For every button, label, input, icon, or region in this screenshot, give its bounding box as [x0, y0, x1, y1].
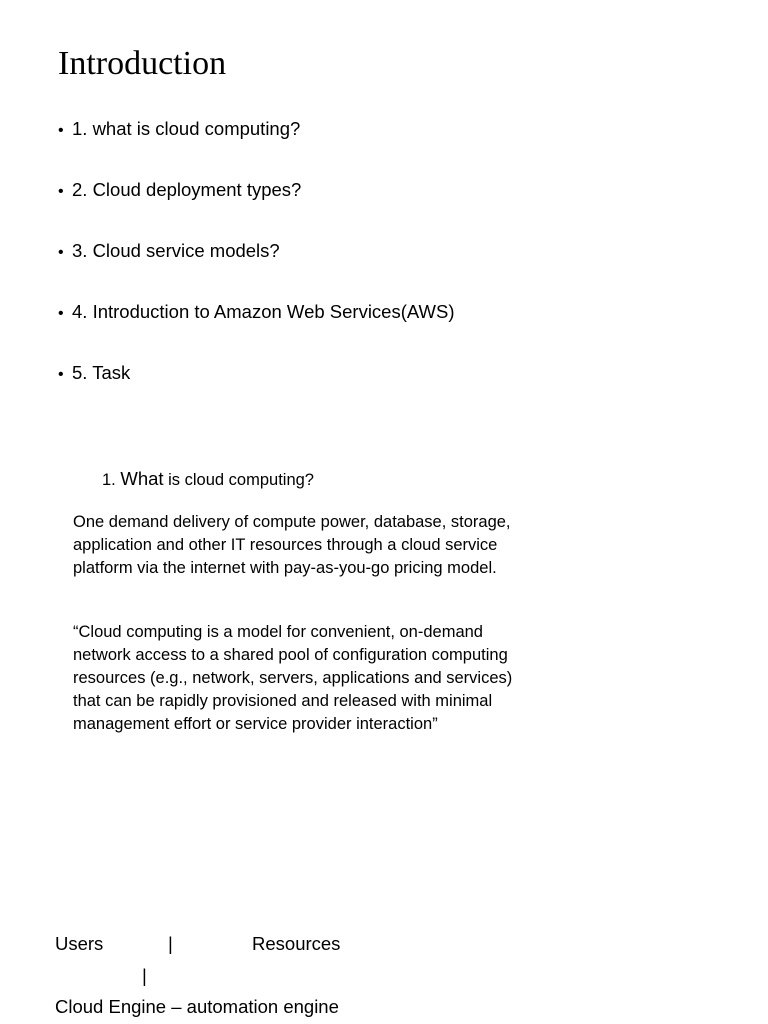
section-number: 1. — [102, 471, 116, 489]
bullet-icon: • — [58, 366, 64, 383]
section-heading — [102, 466, 314, 493]
separator-top: | — [168, 933, 173, 954]
quote-paragraph: “Cloud computing is a model for convenient, on-demand network access to a shared pool of configuration computing resources (e.g., network, servers, applications and services) that can be rapidly provisioned and released with minimal management effort or service provider interaction” — [73, 623, 513, 733]
list-item-label: 4. Introduction to Amazon Web Services(AWS) — [72, 301, 455, 322]
list-item — [58, 360, 455, 421]
users-label: Users — [55, 933, 104, 954]
section-heading-text: is cloud computing? — [168, 471, 314, 489]
page-title: Introduction — [58, 45, 227, 82]
separator-middle: | — [142, 965, 147, 986]
engine-label: Cloud Engine – automation engine — [55, 996, 339, 1017]
section-heading-keyword: What — [120, 468, 164, 489]
list-item-label: 1. what is cloud computing? — [72, 118, 301, 139]
bullet-icon: • — [58, 183, 64, 200]
list-item — [58, 116, 455, 177]
topic-list — [58, 116, 455, 421]
list-item — [58, 238, 455, 299]
list-item-label: 2. Cloud deployment types? — [72, 179, 302, 200]
list-item — [58, 299, 455, 360]
bullet-icon: • — [58, 244, 64, 261]
definition-paragraph: One demand delivery of compute power, database, storage, application and other IT resources through a cloud service platform via the internet with pay-as-you-go pricing model. — [73, 513, 511, 577]
bullet-icon: • — [58, 122, 64, 139]
resources-label: Resources — [252, 933, 341, 954]
list-item — [58, 177, 455, 238]
list-item-label: 5. Task — [72, 362, 131, 383]
list-item-label: 3. Cloud service models? — [72, 240, 280, 261]
bullet-icon: • — [58, 305, 64, 322]
